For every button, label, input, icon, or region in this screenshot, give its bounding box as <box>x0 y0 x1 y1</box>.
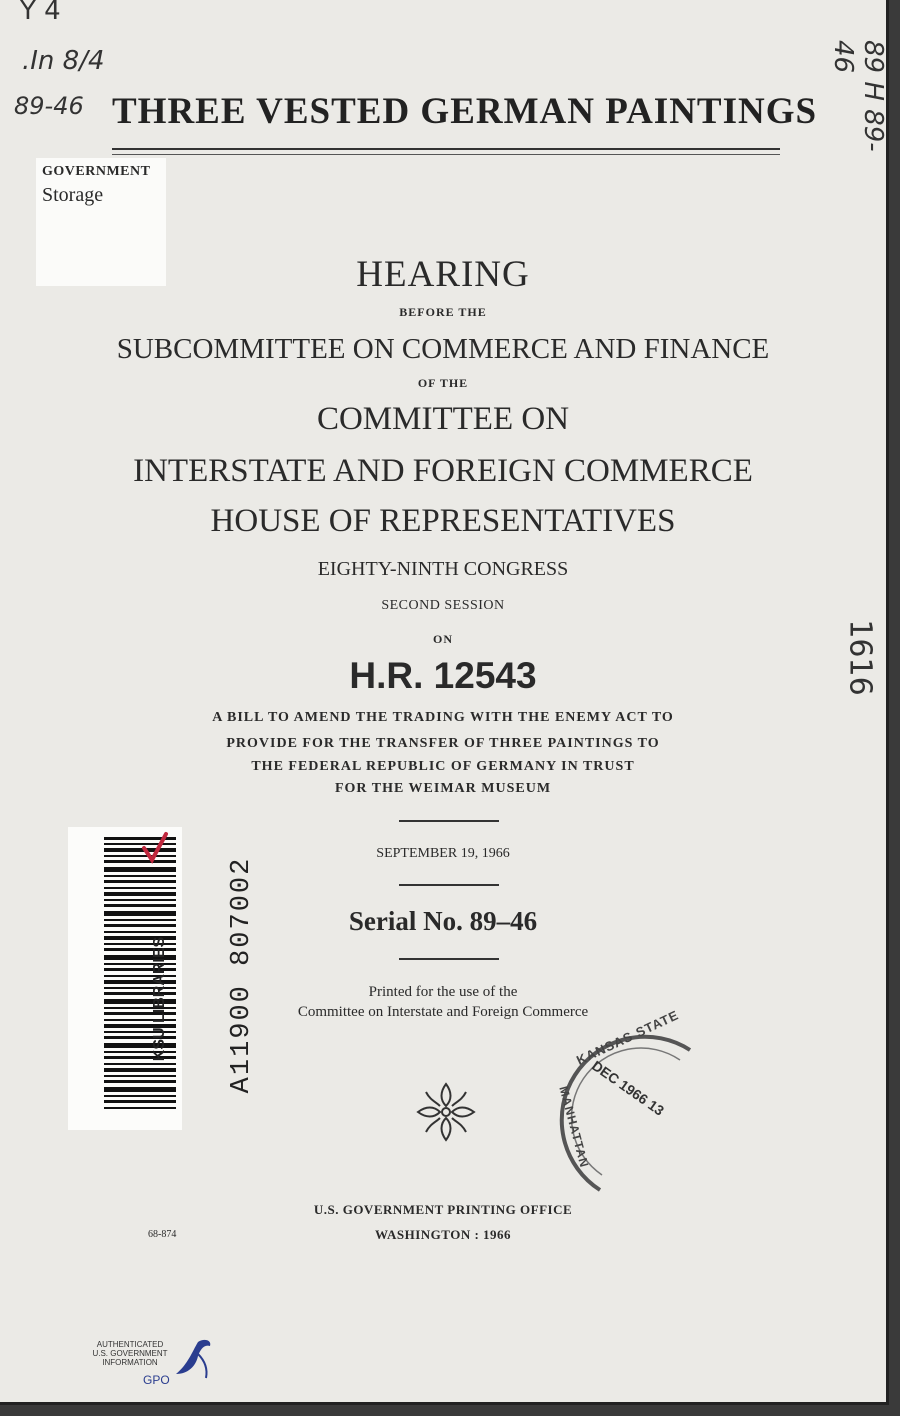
storage-label-line2: Storage <box>42 184 104 206</box>
divider-rule <box>399 820 499 822</box>
bill-desc-line-1: A BILL TO AMEND THE TRADING WITH THE ENEMY ACT TO <box>212 710 674 725</box>
publisher-line-2: WASHINGTON : 1966 <box>374 1227 512 1242</box>
of-the: OF THE <box>417 376 469 390</box>
on-label: ON <box>433 632 453 646</box>
hearing-heading: HEARING <box>356 254 530 295</box>
auth-line-1: AUTHENTICATED <box>96 1340 164 1349</box>
congress: EIGHTY-NINTH CONGRESS <box>317 558 569 580</box>
hearing-date: SEPTEMBER 19, 1966 <box>376 846 510 861</box>
stamp-top-text: KANSAS STATE <box>574 1007 682 1068</box>
handwritten-right-top: 89 H 89-46 <box>828 40 888 152</box>
printed-for-line-1: Printed for the use of the <box>368 984 518 1000</box>
handwritten-line-1: Y 4 <box>20 0 61 26</box>
divider-rule <box>399 884 499 886</box>
committee-heading: COMMITTEE ON <box>316 401 570 437</box>
divider-rule <box>399 958 499 960</box>
handwritten-right-side: 1616 <box>842 619 878 696</box>
handwritten-line-3: 89-46 <box>14 92 84 120</box>
bill-desc-line-4: FOR THE WEIMAR MUSEUM <box>334 781 552 796</box>
auth-line-2: U.S. GOVERNMENT <box>92 1349 168 1358</box>
bill-number: H.R. 12543 <box>349 655 537 696</box>
title-rule-thin <box>112 154 780 155</box>
bill-desc-line-3: THE FEDERAL REPUBLIC OF GERMANY IN TRUST <box>251 759 635 774</box>
eagle-logo-icon <box>168 1334 218 1384</box>
before-the: BEFORE THE <box>399 305 487 319</box>
storage-label-line1: GOVERNMENT <box>42 164 151 179</box>
committee-name: INTERSTATE AND FOREIGN COMMERCE <box>133 453 753 489</box>
bill-desc-line-2: PROVIDE FOR THE TRANSFER OF THREE PAINTINGS TO <box>226 736 660 751</box>
gpo-tag: GPO <box>143 1373 170 1387</box>
printed-for-line-2: Committee on Interstate and Foreign Commerce <box>297 1004 589 1020</box>
document-title: THREE VESTED GERMAN PAINTINGS <box>112 91 818 132</box>
title-rule <box>112 148 780 150</box>
authenticated-logo-text <box>80 1340 180 1367</box>
house-heading: HOUSE OF REPRESENTATIVES <box>210 503 676 539</box>
publisher-line-1: U.S. GOVERNMENT PRINTING OFFICE <box>313 1202 573 1217</box>
barcode-library: KSU LIBRARIES <box>151 936 168 1062</box>
session: SECOND SESSION <box>381 598 505 613</box>
barcode-number: A11900 807002 <box>227 856 257 1094</box>
stamp-date: DEC 1966 13 <box>589 1057 668 1119</box>
stamp-bottom-text: MANHATTAN <box>556 1084 592 1170</box>
job-number: 68-874 <box>148 1229 177 1240</box>
handwritten-line-2: .In 8/4 <box>22 46 105 76</box>
checkmark-icon <box>140 830 170 870</box>
subcommittee-name: SUBCOMMITTEE ON COMMERCE AND FINANCE <box>116 333 770 365</box>
auth-line-3: INFORMATION <box>102 1358 158 1367</box>
serial-number: Serial No. 89–46 <box>348 906 538 936</box>
printer-ornament-icon <box>414 1080 478 1144</box>
